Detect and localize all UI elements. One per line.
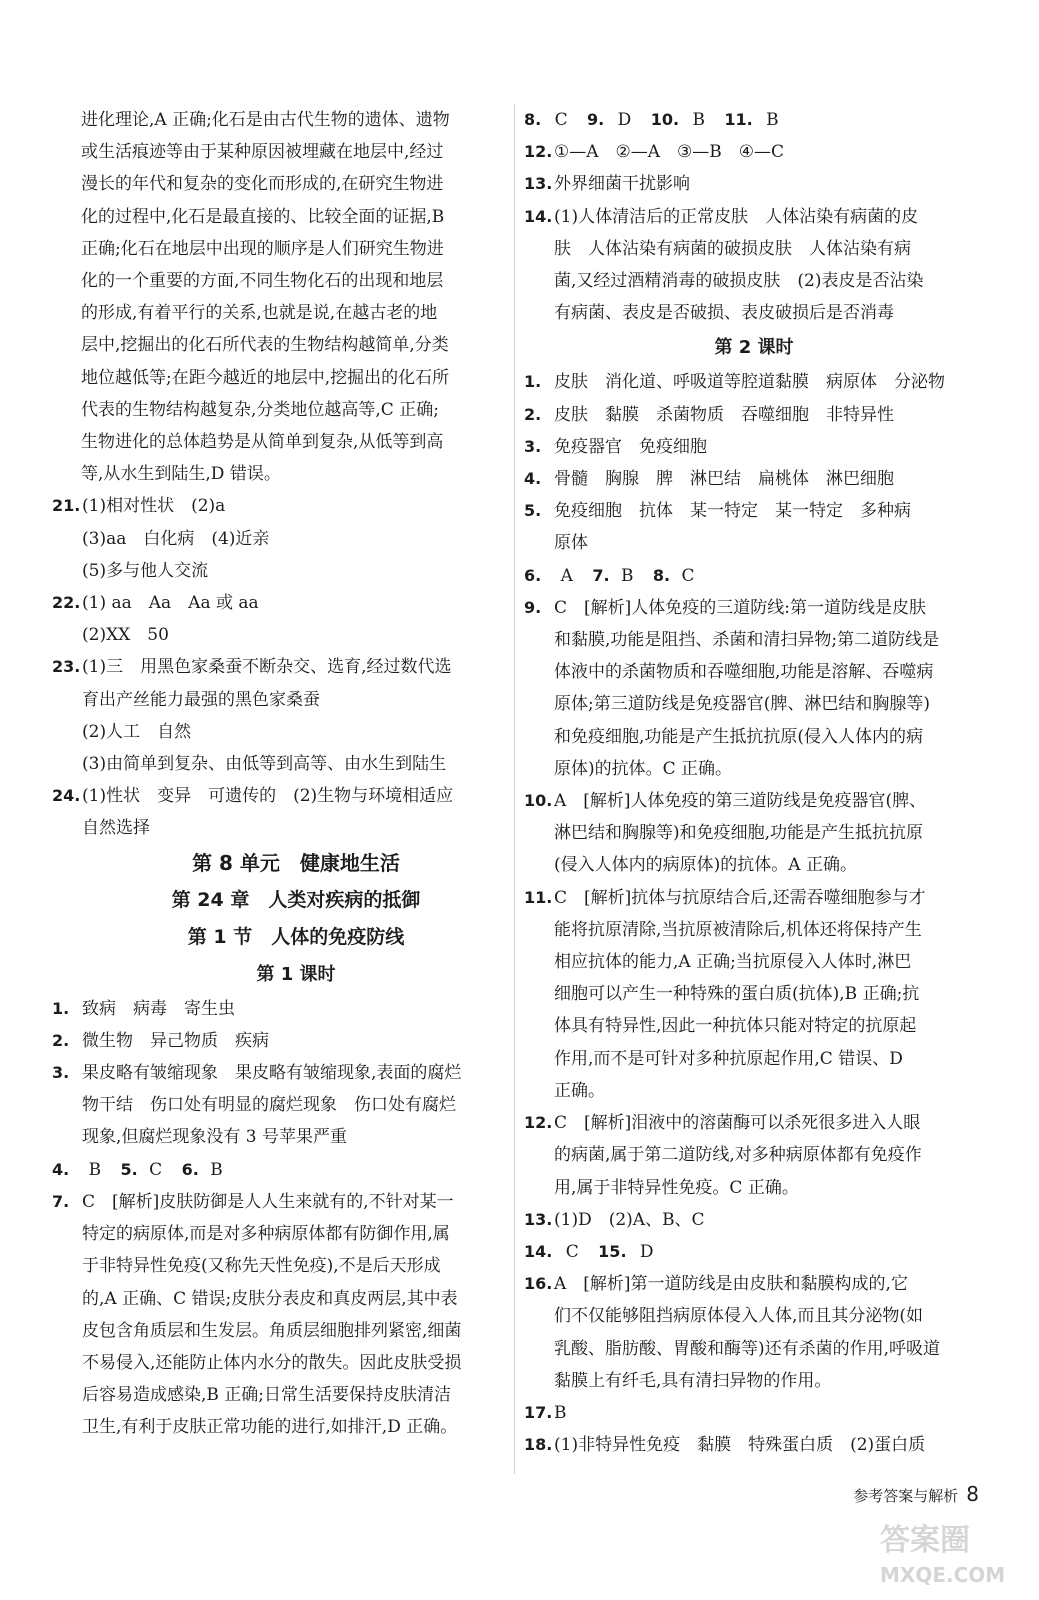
answer-line: B [554, 1402, 567, 1423]
answer-line: 原体;第三道防线是免疫器官(脾、淋巴结和胸腺等) [554, 694, 930, 715]
question-number: 14. [524, 206, 553, 226]
answer-line: (1)D (2)A、B、C [554, 1209, 705, 1230]
answer-line: 自然选择 [82, 818, 150, 839]
answer-line: (2)人工 自然 [82, 721, 192, 742]
answer-line: C [解析]人体免疫的三道防线:第一道防线是皮肤 [554, 597, 926, 618]
question-number: 7. [592, 565, 610, 585]
question-number: 12. [524, 142, 553, 162]
lesson1-answers-4-6 [52, 1154, 510, 1186]
question-number: 2. [524, 404, 542, 424]
answer-line: 相应抗体的能力,A 正确;当抗原侵入人体时,淋巴 [554, 952, 912, 973]
watermark-logo [870, 1510, 1020, 1590]
question-number: 11. [724, 110, 753, 129]
answer-line: 肤 人体沾染有病菌的破损皮肤 人体沾染有病 [554, 238, 911, 259]
answer-line: C [解析]泪液中的溶菌酶可以杀死很多进入人眼 [554, 1113, 921, 1134]
answer-line: 物干结 伤口处有明显的腐烂现象 伤口处有腐烂 [82, 1095, 456, 1116]
lesson2-answer-17 [524, 1397, 984, 1429]
question-number: 17. [524, 1402, 553, 1422]
answer-value: B [766, 110, 779, 130]
answer-value: D [639, 1241, 654, 1262]
text-line: 正确;化石在地层中出现的顺序是人们研究生物进 [81, 238, 444, 259]
answer-line: 原体)的抗体。C 正确。 [554, 758, 733, 779]
answer-value: B [620, 565, 634, 586]
lesson2-answer-3 [524, 431, 984, 463]
answers-8-11 [524, 104, 984, 136]
lesson2-answer-1 [524, 366, 984, 398]
text-line: 化的过程中,化石是最直接的、比较全面的证据,B [81, 206, 445, 227]
answer-line: 原体 [554, 533, 588, 554]
chapter-title: 第 24 章 人类对疾病的抵御 [171, 888, 421, 911]
text-line: 进化理论,A 正确;化石是由古代生物的遗体、遗物 [81, 110, 450, 130]
question-number: 16. [524, 1274, 553, 1294]
lesson2-answers-14-15 [524, 1236, 984, 1268]
answer-line: 的病菌,属于第二道防线,对多种病原体都有免疫作 [554, 1145, 922, 1166]
text-line: 等,从水生到陆生,D 错误。 [81, 464, 281, 485]
watermark-text: 答案圈 [880, 1523, 970, 1558]
question-number: 12. [524, 1113, 553, 1133]
lesson1-answer-3 [52, 1057, 510, 1154]
answer-line: 皮包含角质层和生发层。角质层细胞排列紧密,细菌 [82, 1320, 462, 1341]
answer-21 [52, 490, 510, 587]
answer-line: 菌,又经过酒精消毒的破损皮肤 (2)表皮是否沾染 [554, 271, 924, 292]
question-number: 4. [524, 469, 542, 489]
text-line: 的形成,有着平行的关系,也就是说,在越古老的地 [81, 303, 438, 324]
answer-line: 体具有特异性,因此一种抗体只能对特定的抗原起 [554, 1016, 917, 1037]
text-line: 地位越低等;在距今越近的地层中,挖掘出的化石所 [81, 367, 450, 388]
intro-paragraph [52, 104, 510, 490]
answer-line: 果皮略有皱缩现象 果皮略有皱缩现象,表面的腐烂 [82, 1063, 462, 1084]
answer-14 [524, 201, 984, 330]
question-number: 22. [52, 593, 81, 613]
text-line: 层中,挖掘出的化石所代表的生物结构越简单,分类 [81, 335, 449, 356]
text-line: 化的一个重要的方面,不同生物化石的出现和地层 [81, 271, 444, 292]
question-number: 13. [524, 1209, 553, 1229]
left-column [52, 104, 510, 1444]
answer-12 [524, 136, 984, 168]
answer-line: 免疫细胞 抗体 某一特定 某一特定 多种病 [554, 501, 911, 522]
answer-line: 正确。 [554, 1080, 605, 1101]
answer-line: 后容易造成感染,B 正确;日常生活要保持皮肤清洁 [82, 1385, 452, 1406]
answer-line: ①—A ②—A ③—B ④—C [554, 142, 785, 163]
question-number: 15. [598, 1241, 627, 1261]
answer-line: 卫生,有利于皮肤正常功能的进行,如排汗,D 正确。 [82, 1417, 458, 1438]
page-number: 8 [966, 1482, 979, 1506]
question-number: 1. [524, 372, 542, 392]
answer-value: C [149, 1159, 163, 1180]
answer-line: 育出产丝能力最强的黑色家桑蚕 [82, 689, 320, 710]
answer-line: 体液中的杀菌物质和吞噬细胞,功能是溶解、吞噬病 [554, 662, 934, 683]
answer-line: 作用,而不是可针对多种抗原起作用,C 错误、D [554, 1048, 903, 1069]
question-number: 23. [52, 657, 81, 677]
question-number: 4. [52, 1159, 70, 1179]
answer-line: (1)非特异性免疫 黏膜 特殊蛋白质 (2)蛋白质 [554, 1435, 926, 1456]
unit-title: 第 8 单元 健康地生活 [192, 850, 400, 875]
lesson2-answers-6-8 [524, 560, 984, 592]
question-number: 7. [52, 1191, 70, 1211]
answer-line: 和黏膜,功能是阻挡、杀菌和清扫异物;第二道防线是 [554, 630, 940, 651]
question-number: 21. [52, 496, 81, 516]
answer-line: A [解析]第一道防线是由皮肤和黏膜构成的,它 [554, 1274, 908, 1295]
lesson2-answer-13 [524, 1204, 984, 1236]
lesson2-answer-2 [524, 399, 984, 431]
question-number: 2. [52, 1030, 70, 1050]
answer-24 [52, 780, 510, 844]
answer-line: (5)多与他人交流 [82, 560, 209, 581]
answer-23 [52, 651, 510, 780]
answer-line: 细胞可以产生一种特殊的蛋白质(抗体),B 正确;抗 [554, 984, 920, 1005]
answer-line: C [解析]皮肤防御是人人生来就有的,不针对某一 [82, 1191, 454, 1212]
answer-value: C [681, 565, 695, 586]
lesson2-answer-11 [524, 882, 984, 1107]
answer-line: 皮肤 黏膜 杀菌物质 吞噬细胞 非特异性 [554, 404, 894, 425]
question-number: 3. [524, 436, 542, 456]
lesson2-answer-4 [524, 463, 984, 495]
lesson1-answer-1 [52, 993, 510, 1025]
answer-line: A [解析]人体免疫的第三道防线是免疫器官(脾、 [554, 791, 927, 812]
answer-line: (2)XX 50 [82, 625, 169, 646]
answer-value: B [692, 110, 705, 130]
page-footer [853, 1482, 979, 1506]
lesson2-answer-18 [524, 1429, 984, 1461]
answer-value: B [88, 1159, 102, 1180]
answer-line: (1)性状 变异 可遗传的 (2)生物与环境相适应 [82, 786, 454, 807]
question-number: 10. [524, 791, 553, 811]
lesson2-answer-12 [524, 1107, 984, 1204]
answer-value: C [565, 1241, 579, 1262]
right-column [524, 104, 984, 1461]
question-number: 13. [524, 174, 553, 194]
lesson2-answer-16 [524, 1268, 984, 1397]
answer-value: B [210, 1159, 223, 1180]
lesson-1-title: 第 1 课时 [256, 963, 336, 985]
answer-value: C [554, 110, 568, 130]
answer-line: 有病菌、表皮是否破损、表皮破损后是否消毒 [554, 303, 894, 324]
answer-line: 致病 病毒 寄生虫 [82, 998, 235, 1019]
question-number: 14. [524, 1241, 553, 1261]
answer-line: C [解析]抗体与抗原结合后,还需吞噬细胞参与才 [554, 887, 926, 908]
answer-line: (1)相对性状 (2)a [82, 496, 226, 517]
answer-value: D [617, 110, 632, 130]
text-line: 代表的生物结构越复杂,分类地位越高等,C 正确; [81, 399, 439, 420]
answer-line: 们不仅能够阻挡病原体侵入人体,而且其分泌物(如 [554, 1306, 924, 1327]
answer-line: (1) aa Aa Aa 或 aa [82, 593, 259, 614]
question-number: 1. [52, 998, 70, 1018]
answer-line: 黏膜上有纤毛,具有清扫异物的作用。 [554, 1370, 832, 1391]
answer-line: 淋巴结和胸腺等)和免疫细胞,功能是产生抵抗抗原 [554, 823, 924, 844]
question-number: 11. [524, 887, 553, 907]
question-number: 6. [181, 1159, 199, 1179]
answer-line: 的,A 正确、C 错误;皮肤分表皮和真皮两层,其中表 [82, 1288, 458, 1309]
column-divider [514, 104, 515, 1474]
answer-line: (3)由简单到复杂、由低等到高等、由水生到陆生 [82, 754, 447, 775]
question-number: 18. [524, 1435, 553, 1455]
answer-13 [524, 168, 984, 200]
question-number: 8. [652, 565, 671, 585]
question-number: 3. [52, 1063, 70, 1083]
answer-line: (侵入人体内的病原体)的抗体。A 正确。 [554, 855, 857, 876]
answer-line: 皮肤 消化道、呼吸道等腔道黏膜 病原体 分泌物 [554, 372, 945, 393]
answer-line: 骨髓 胸腺 脾 淋巴结 扁桃体 淋巴细胞 [554, 469, 894, 490]
lesson2-answer-5 [524, 495, 984, 559]
answer-line: 用,属于非特异性免疫。C 正确。 [554, 1177, 799, 1198]
answer-line: 微生物 异己物质 疾病 [82, 1030, 269, 1051]
answer-line: 免疫器官 免疫细胞 [554, 436, 707, 457]
answer-line: (3)aa 白化病 (4)近亲 [82, 528, 270, 549]
lesson1-answer-2 [52, 1025, 510, 1057]
answer-line: 现象,但腐烂现象没有 3 号苹果严重 [82, 1127, 348, 1148]
footer-label: 参考答案与解析 [853, 1487, 959, 1505]
question-number: 8. [524, 110, 542, 129]
lesson1-answer-7 [52, 1186, 510, 1444]
question-number: 9. [587, 110, 605, 129]
answer-value: A [560, 565, 573, 586]
answer-line: 外界细菌干扰影响 [554, 174, 690, 195]
question-number: 9. [524, 597, 542, 617]
answer-line: 乳酸、脂肪酸、胃酸和酶等)还有杀菌的作用,呼吸道 [554, 1338, 941, 1359]
question-number: 10. [650, 110, 680, 129]
answer-line: 不易侵入,还能防止体内水分的散失。因此皮肤受损 [82, 1352, 462, 1373]
watermark-domain: MXQE.COM [880, 1563, 1006, 1587]
text-line: 或生活痕迹等由于某种原因被埋藏在地层中,经过 [81, 142, 444, 163]
text-line: 漫长的年代和复杂的变化而形成的,在研究生物进 [81, 174, 444, 195]
lesson2-answer-10 [524, 785, 984, 882]
question-number: 24. [52, 786, 81, 806]
lesson-2-title: 第 2 课时 [714, 337, 794, 359]
question-number: 5. [120, 1159, 138, 1179]
answer-22 [52, 587, 510, 651]
answer-line: (1)人体清洁后的正常皮肤 人体沾染有病菌的皮 [554, 206, 919, 227]
section-title: 第 1 节 人体的免疫防线 [187, 925, 405, 948]
answer-line: (1)三 用黑色家桑蚕不断杂交、选育,经过数代选 [82, 657, 452, 678]
answer-line: 于非特异性免疫(又称先天性免疫),不是后天形成 [82, 1256, 441, 1277]
answer-line: 特定的病原体,而是对多种病原体都有防御作用,属 [82, 1224, 450, 1245]
question-number: 6. [524, 565, 542, 585]
answer-line: 能将抗原清除,当抗原被清除后,机体还将保持产生 [554, 919, 922, 940]
text-line: 生物进化的总体趋势是从简单到复杂,从低等到高 [81, 432, 444, 453]
lesson2-answer-9 [524, 592, 984, 785]
question-number: 5. [524, 501, 542, 521]
answer-line: 和免疫细胞,功能是产生抵抗抗原(侵入人体内的病 [554, 726, 924, 747]
